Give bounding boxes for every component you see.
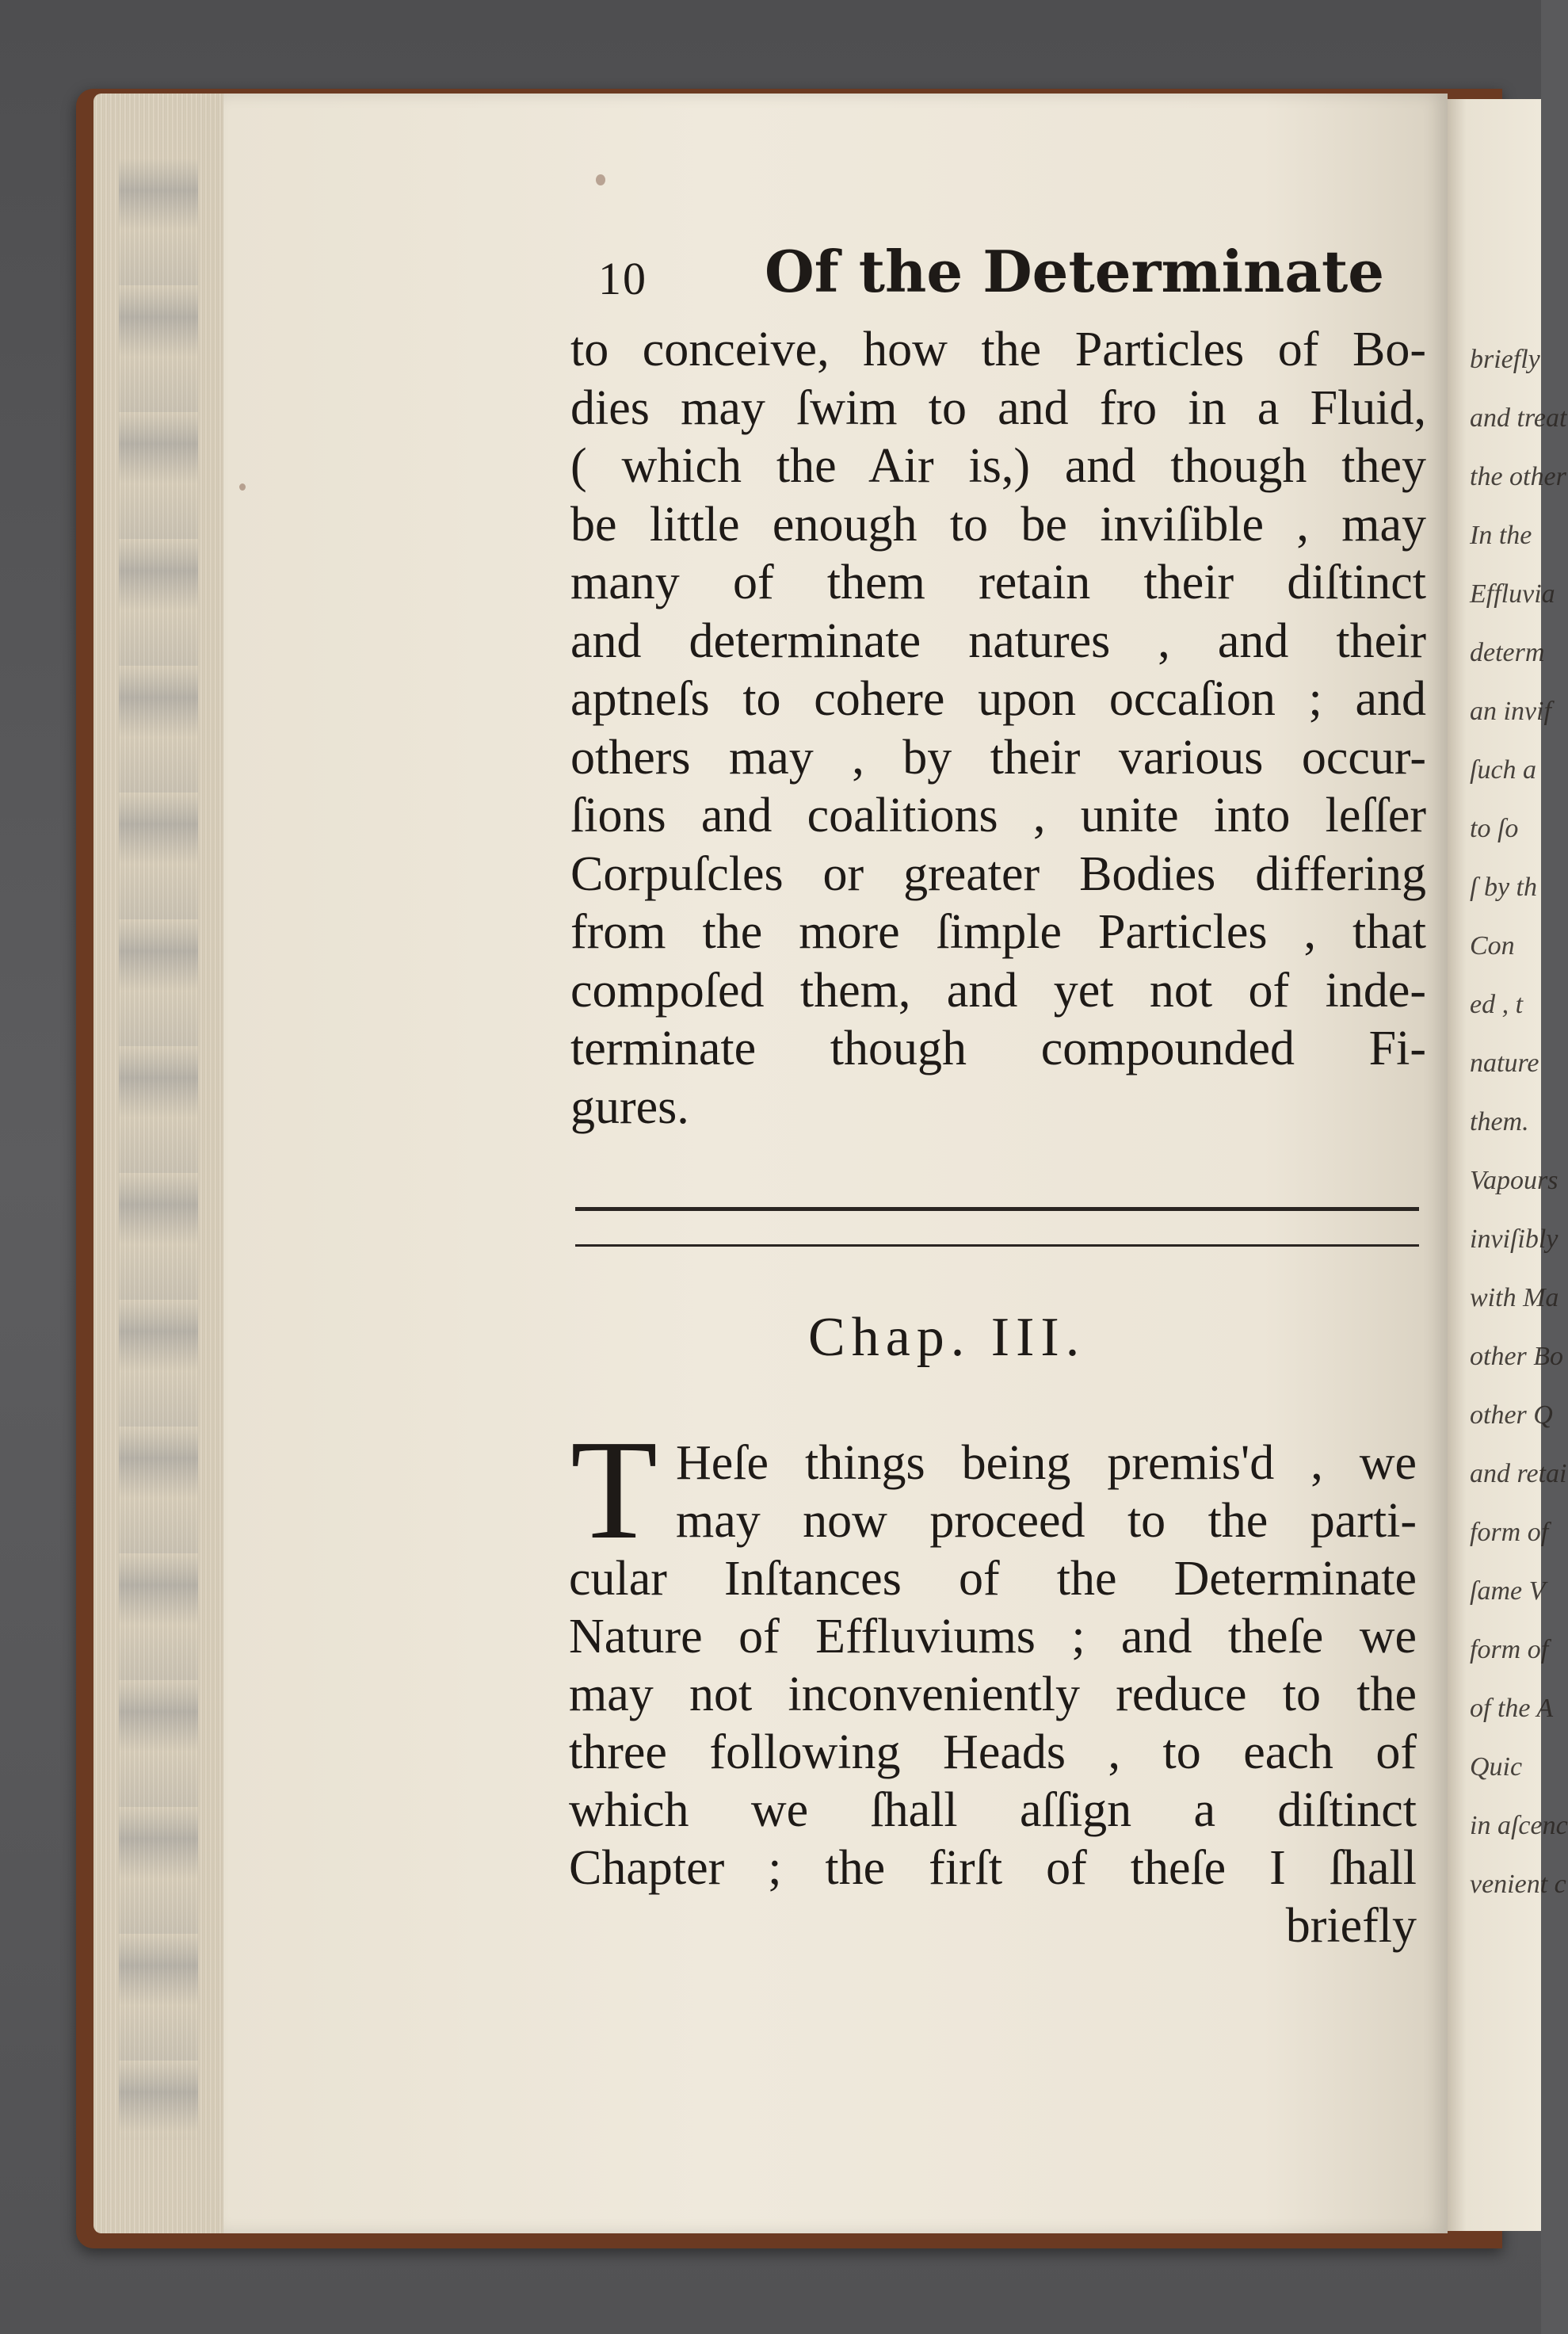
facing-page-edge bbox=[1448, 99, 1568, 2231]
text-line: ( which the Air is,) and though they bbox=[570, 439, 1426, 493]
facing-page-fragment: of the A bbox=[1470, 1694, 1554, 1723]
body-text bbox=[570, 321, 1426, 1136]
text-line: Nature of Effluviums ; and theſe we bbox=[569, 1610, 1417, 1664]
facing-page-fragment: ſuch a bbox=[1470, 755, 1537, 785]
facing-page-fragment: ſ by th bbox=[1470, 873, 1537, 902]
text-line: cular Inſtances of the Determinate bbox=[569, 1552, 1417, 1606]
text-line: others may , by their various occur- bbox=[570, 730, 1426, 785]
facing-page-fragment: ſame V bbox=[1470, 1576, 1546, 1606]
drop-cap: T bbox=[570, 1411, 658, 1568]
facing-page-fragment: venient c bbox=[1470, 1870, 1566, 1899]
text-line: which we ſhall aſſign a diſtinct bbox=[569, 1783, 1417, 1837]
facing-page-fragment: in aſcenc bbox=[1470, 1811, 1568, 1840]
text-line: terminate though compounded Fi- bbox=[570, 1022, 1426, 1075]
facing-page-fragment: other Q bbox=[1470, 1400, 1553, 1430]
facing-page-fragment: ed , t bbox=[1470, 990, 1524, 1019]
paper-spot bbox=[596, 174, 605, 185]
facing-page-fragment: Effluvia bbox=[1470, 579, 1555, 609]
section-rule-thick bbox=[575, 1207, 1419, 1211]
facing-page-fragment: other Bo bbox=[1470, 1342, 1564, 1371]
section-rule-thin bbox=[575, 1244, 1419, 1247]
facing-page-fragment: In the bbox=[1470, 521, 1532, 550]
text-line: dies may ſwim to and fro in a Fluid, bbox=[570, 380, 1426, 435]
text-line: may not inconveniently reduce to the bbox=[569, 1667, 1417, 1721]
text-line: Corpuſcles or greater Bodies differing bbox=[570, 846, 1426, 901]
facing-page-fragment: Quic bbox=[1470, 1752, 1523, 1782]
text-line: three following Heads , to each of bbox=[569, 1725, 1417, 1779]
facing-page-fragment: to ſo bbox=[1470, 814, 1519, 843]
facing-page-fragment: and retai bbox=[1470, 1459, 1567, 1488]
text-line: be little enough to be inviſible , may bbox=[570, 497, 1426, 552]
facing-page-fragment: nature bbox=[1470, 1049, 1539, 1078]
paper-spot bbox=[239, 483, 246, 491]
text-line: ſions and coalitions , unite into leſſer bbox=[570, 789, 1426, 842]
facing-page-fragment: determ bbox=[1470, 638, 1545, 667]
facing-page-fragment: form of bbox=[1470, 1518, 1549, 1547]
facing-page-fragment: form of bbox=[1470, 1635, 1549, 1664]
running-title: Of the Determinate bbox=[765, 238, 1385, 305]
text-line: gures. bbox=[570, 1079, 689, 1134]
facing-page-fragment: an invif bbox=[1470, 697, 1551, 726]
facing-page-fragment: briefly bbox=[1470, 345, 1540, 374]
facing-page-fragment: and treat bbox=[1470, 403, 1567, 433]
text-line: compoſed them, and yet not of inde- bbox=[570, 963, 1426, 1018]
text-line: Chapter ; the firſt of theſe I ſhall bbox=[569, 1841, 1417, 1895]
text-line: may now proceed to the parti- bbox=[676, 1494, 1417, 1548]
catchword: briefly bbox=[1285, 1899, 1417, 1953]
chapter-heading: Chap. III. bbox=[808, 1307, 1086, 1368]
text-line: aptneſs to cohere upon occaſion ; and bbox=[570, 672, 1426, 726]
text-line: to conceive, how the Particles of Bo- bbox=[570, 323, 1426, 376]
page-edges-shading bbox=[119, 159, 198, 2140]
facing-page-fragment: the other bbox=[1470, 462, 1566, 491]
text-line: many of them retain their diſtinct bbox=[570, 556, 1426, 609]
chapter-text bbox=[569, 1434, 1417, 1955]
text-line: from the more ſimple Particles , that bbox=[570, 905, 1426, 959]
facing-page-fragment: Con bbox=[1470, 931, 1515, 961]
facing-page-fragment: with Ma bbox=[1470, 1283, 1559, 1312]
text-line: and determinate natures , and their bbox=[570, 613, 1426, 668]
facing-page-fragment: Vapours bbox=[1470, 1166, 1558, 1195]
page-number: 10 bbox=[598, 253, 647, 304]
facing-page-fragment: inviſibly bbox=[1470, 1224, 1558, 1254]
facing-page-fragment: them. bbox=[1470, 1107, 1529, 1136]
text-line: Heſe things being premis'd , we bbox=[676, 1436, 1417, 1490]
